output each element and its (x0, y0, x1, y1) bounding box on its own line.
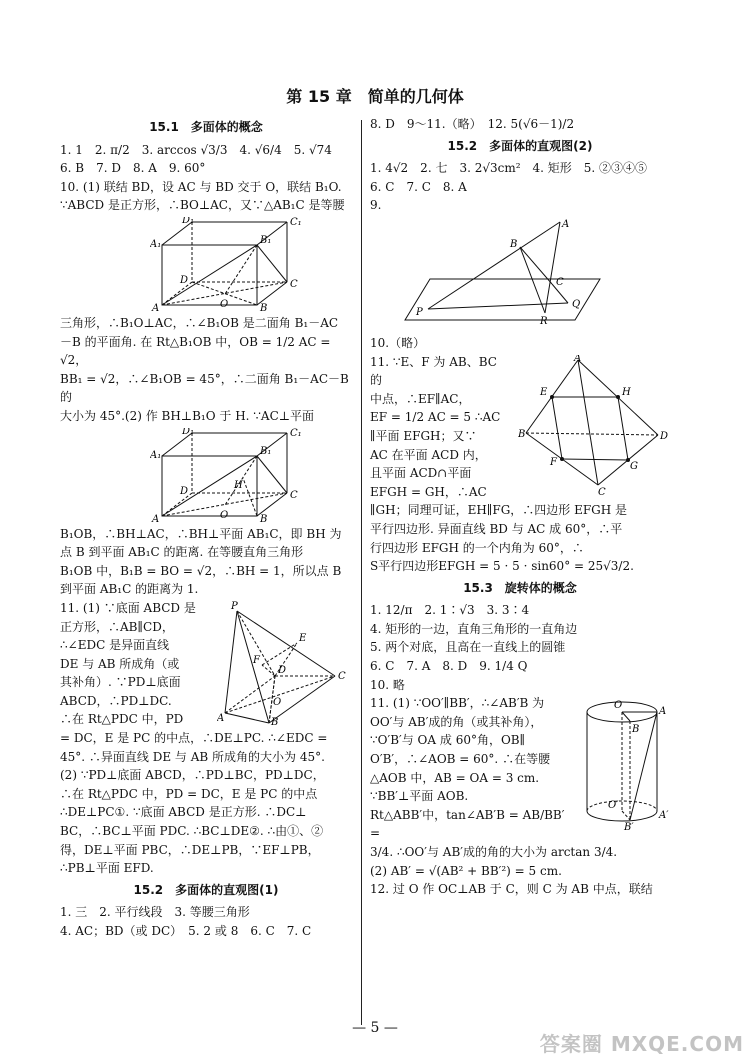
answer-line: ∥GH；同理可证，EH∥FG，∴四边形 EFGH 是 (370, 503, 628, 518)
label-P: P (416, 306, 423, 318)
label-D: D (660, 430, 669, 442)
answer-line: 中点，∴EF∥AC， (370, 391, 471, 406)
answer-line: ∵O′B′与 OA 成 60°角，OB∥ (370, 733, 526, 748)
label-C: C (290, 278, 298, 290)
answer-line: Rt△ABB′中，tan∠AB′B = AB/BB′ = (370, 807, 565, 841)
answer-line: O′B′，∴∠AOB = 60°. ∴在等腰 (370, 752, 551, 767)
label-B: B (271, 716, 279, 726)
answer-line: ∵BB′⊥平面 AOB. (370, 789, 469, 804)
label-O: O (273, 696, 282, 708)
label-A1: A₁ (150, 449, 162, 461)
label-D1: D₁ (182, 216, 195, 226)
label-E: E (299, 632, 307, 644)
answer-line: DE 与 AB 所成角（或 (60, 656, 180, 671)
label-F: F (253, 654, 260, 666)
answer-line: 6. B 7. D 8. A 9. 60° (60, 161, 206, 176)
right-column (370, 115, 670, 899)
answer-line: －B 的平面角. 在 Rt△B₁OB 中，OB = 1/2 AC = √2， (60, 334, 331, 368)
label-D: D (180, 274, 189, 286)
label-A: A (152, 302, 160, 312)
answer-line: 且平面 ACD∩平面 (370, 466, 472, 481)
section-15-2-2-heading: 15.2 多面体的直观图(2) (447, 138, 593, 153)
label-F: F (550, 456, 557, 468)
answer-line: 到平面 AB₁C 的距离为 1. (60, 582, 199, 597)
answer-line: ∴DE⊥PC①. ∵底面 ABCD 是正方形. ∴DC⊥ (60, 805, 307, 820)
label-G: G (630, 460, 638, 472)
answer-line: BB₁ = √2，∴∠B₁OB = 45°，∴二面角 B₁－AC－B 的 (60, 371, 349, 405)
answer-line: B₁OB，∴BH⊥AC，∴BH⊥平面 AB₁C，即 BH 为 (60, 526, 342, 541)
answer-line: 1. 4√2 2. 七 3. 2√3cm² 4. 矩形 5. ②③④⑤ (370, 161, 648, 176)
answer-line: ∴在 Rt△PDC 中，PD = DC，E 是 PC 的中点 (60, 786, 318, 801)
label-D: D (278, 664, 287, 676)
answer-line: 10. (1) 联结 BD，设 AC 与 BD 交于 O，联结 B₁O. (60, 179, 342, 194)
label-A: A (152, 513, 160, 523)
label-D: D (180, 485, 189, 497)
answer-line: (2) ∵PD⊥底面 ABCD，∴PD⊥BC，PD⊥DC， (60, 768, 325, 783)
label-O: O (220, 298, 229, 310)
tetrahedron-figure (518, 355, 670, 495)
answer-line: 4. 矩形的一边，直角三角形的一直角边 (370, 621, 578, 636)
label-D1: D₁ (182, 427, 195, 437)
watermark-logo: 答案圈 MXQE.COM (539, 1032, 744, 1056)
answer-line: 其补角）. ∵PD⊥底面 (60, 675, 181, 690)
cube-figure-2 (150, 428, 330, 523)
label-A-prime: A′ (659, 810, 669, 822)
answer-line: 正方形，∴AB∥CD， (60, 619, 174, 634)
answer-line: 45°. ∴异面直线 DE 与 AB 所成角的大小为 45°. (60, 749, 325, 764)
label-B: B (260, 513, 268, 523)
answer-line: 三角形，∴B₁O⊥AC，∴∠B₁OB 是二面角 B₁－AC (60, 315, 339, 330)
label-P: P (231, 600, 238, 612)
cylinder-figure (580, 696, 670, 831)
answer-line: 1. 1 2. π/2 3. arccos √3/3 4. √6/4 5. √74 (60, 142, 332, 157)
left-column (60, 115, 352, 941)
label-A: A (574, 354, 582, 364)
answer-line: 10.（略） (370, 335, 426, 350)
label-B: B (518, 428, 526, 440)
answer-line: S平行四边形EFGH = 5 · 5 · sin60° = 25√3/2. (370, 559, 634, 574)
answer-line: ∴∠EDC 是异面直线 (60, 638, 170, 653)
answer-line: 3/4. ∴OO′与 AB′成的角的大小为 arctan 3/4. (370, 845, 618, 859)
cube-figure-1 (150, 217, 330, 312)
answer-line: AC 在平面 ACD 内， (370, 447, 487, 462)
answer-line: ∵ABCD 是正方形，∴BO⊥AC，又∵△AB₁C 是等腰 (60, 198, 345, 213)
answer-line: B₁OB 中，B₁B = BO = √2，∴BH = 1，所以点 B (60, 563, 342, 578)
answer-line: = DC，E 是 PC 的中点，∴DE⊥PC. ∴∠EDC = (60, 731, 328, 746)
label-B: B (632, 724, 640, 736)
answer-line: EF = 1/2 AC = 5 ∴AC (370, 410, 501, 425)
section-15-3-heading: 15.3 旋转体的概念 (463, 580, 577, 595)
label-A1: A₁ (150, 238, 162, 250)
answer-line: 9. (370, 198, 382, 213)
answer-line: 8. D 9～11.（略） 12. 5(√6－1)/2 (370, 117, 575, 131)
answer-line: ∥平面 EFGH；又∵ (370, 428, 477, 443)
label-H: H (622, 386, 631, 398)
answer-line: EFGH = GH，∴AC (370, 484, 487, 499)
label-C: C (598, 486, 606, 495)
answer-line: 1. 12/π 2. 1∶√3 3. 3∶4 (370, 603, 530, 618)
label-C1: C₁ (290, 427, 302, 439)
answer-line: ∴在 Rt△PDC 中，PD (60, 712, 184, 727)
label-C: C (338, 670, 346, 682)
label-C1: C₁ (290, 216, 302, 228)
answer-line: (2) AB′ = √(AB² + BB′²) = 5 cm. (370, 863, 562, 878)
plane-figure (400, 217, 630, 332)
label-B-prime: B′ (624, 822, 634, 832)
answer-line: 6. C 7. C 8. A (370, 179, 467, 194)
page-number: — 5 — (352, 1020, 398, 1036)
section-15-1-heading: 15.1 多面体的概念 (149, 120, 263, 134)
answer-line: 4. AC；BD（或 DC） 5. 2 或 8 6. C 7. C (60, 924, 312, 938)
label-A: A (659, 706, 667, 718)
answer-line: 点 B 到平面 AB₁C 的距离. 在等腰直角三角形 (60, 545, 304, 560)
answer-line: 平行四边形. 异面直线 BD 与 AC 成 60°，∴平 (370, 521, 623, 536)
column-divider (361, 120, 362, 1025)
label-B1: B₁ (260, 234, 272, 246)
answer-line: ABCD，∴PD⊥DC. (60, 693, 172, 708)
answer-line: △AOB 中，AB = OA = 3 cm. (370, 770, 540, 785)
answer-line: 行四边形 EFGH 的一个内角为 60°，∴ (370, 540, 584, 555)
answer-line: 5. 两个对底，且高在一直线上的圆锥 (370, 640, 566, 655)
answer-line: 11. ∵E、F 为 AB、BC 的 (370, 354, 497, 388)
answer-line: 6. C 7. A 8. D 9. 1/4 Q (370, 659, 528, 674)
answer-line: 1. 三 2. 平行线段 3. 等腰三角形 (60, 905, 250, 920)
label-B: B (510, 238, 518, 250)
section-15-2-1-heading: 15.2 多面体的直观图(1) (133, 882, 279, 897)
pyramid-figure (217, 601, 352, 726)
answer-line: 11. (1) ∵底面 ABCD 是 (60, 600, 196, 615)
label-O: O (220, 509, 229, 521)
label-H: H (234, 479, 243, 491)
label-B: B (260, 302, 268, 312)
label-C: C (556, 276, 564, 288)
label-O-prime: O′ (608, 800, 619, 812)
chapter-title: 第 15 章 简单的几何体 (286, 87, 464, 106)
answer-line: 大小为 45°.(2) 作 BH⊥B₁O 于 H. ∵AC⊥平面 (60, 408, 315, 423)
label-R: R (540, 315, 548, 327)
label-A: A (217, 712, 225, 724)
label-E: E (540, 386, 548, 398)
label-B1: B₁ (260, 445, 272, 457)
answer-line: 11. (1) ∵OO′∥BB′，∴∠AB′B 为 (370, 696, 545, 711)
label-O: O (614, 700, 623, 712)
label-Q: Q (572, 298, 581, 310)
answer-line: 12. 过 O 作 OC⊥AB 于 C，则 C 为 AB 中点，联结 (370, 882, 653, 897)
answer-line: 得，DE⊥平面 PBC，∴DE⊥PB，∵EF⊥PB， (60, 842, 320, 857)
answer-line: OO′与 AB′成的角（或其补角）， (370, 714, 543, 729)
answer-line: BC，∴BC⊥平面 PDC. ∴BC⊥DE②. ∴由①、② (60, 824, 324, 839)
label-C: C (290, 489, 298, 501)
answer-line: 10. 略 (370, 677, 405, 692)
label-A: A (562, 218, 570, 230)
answer-line: ∴PB⊥平面 EFD. (60, 861, 154, 876)
